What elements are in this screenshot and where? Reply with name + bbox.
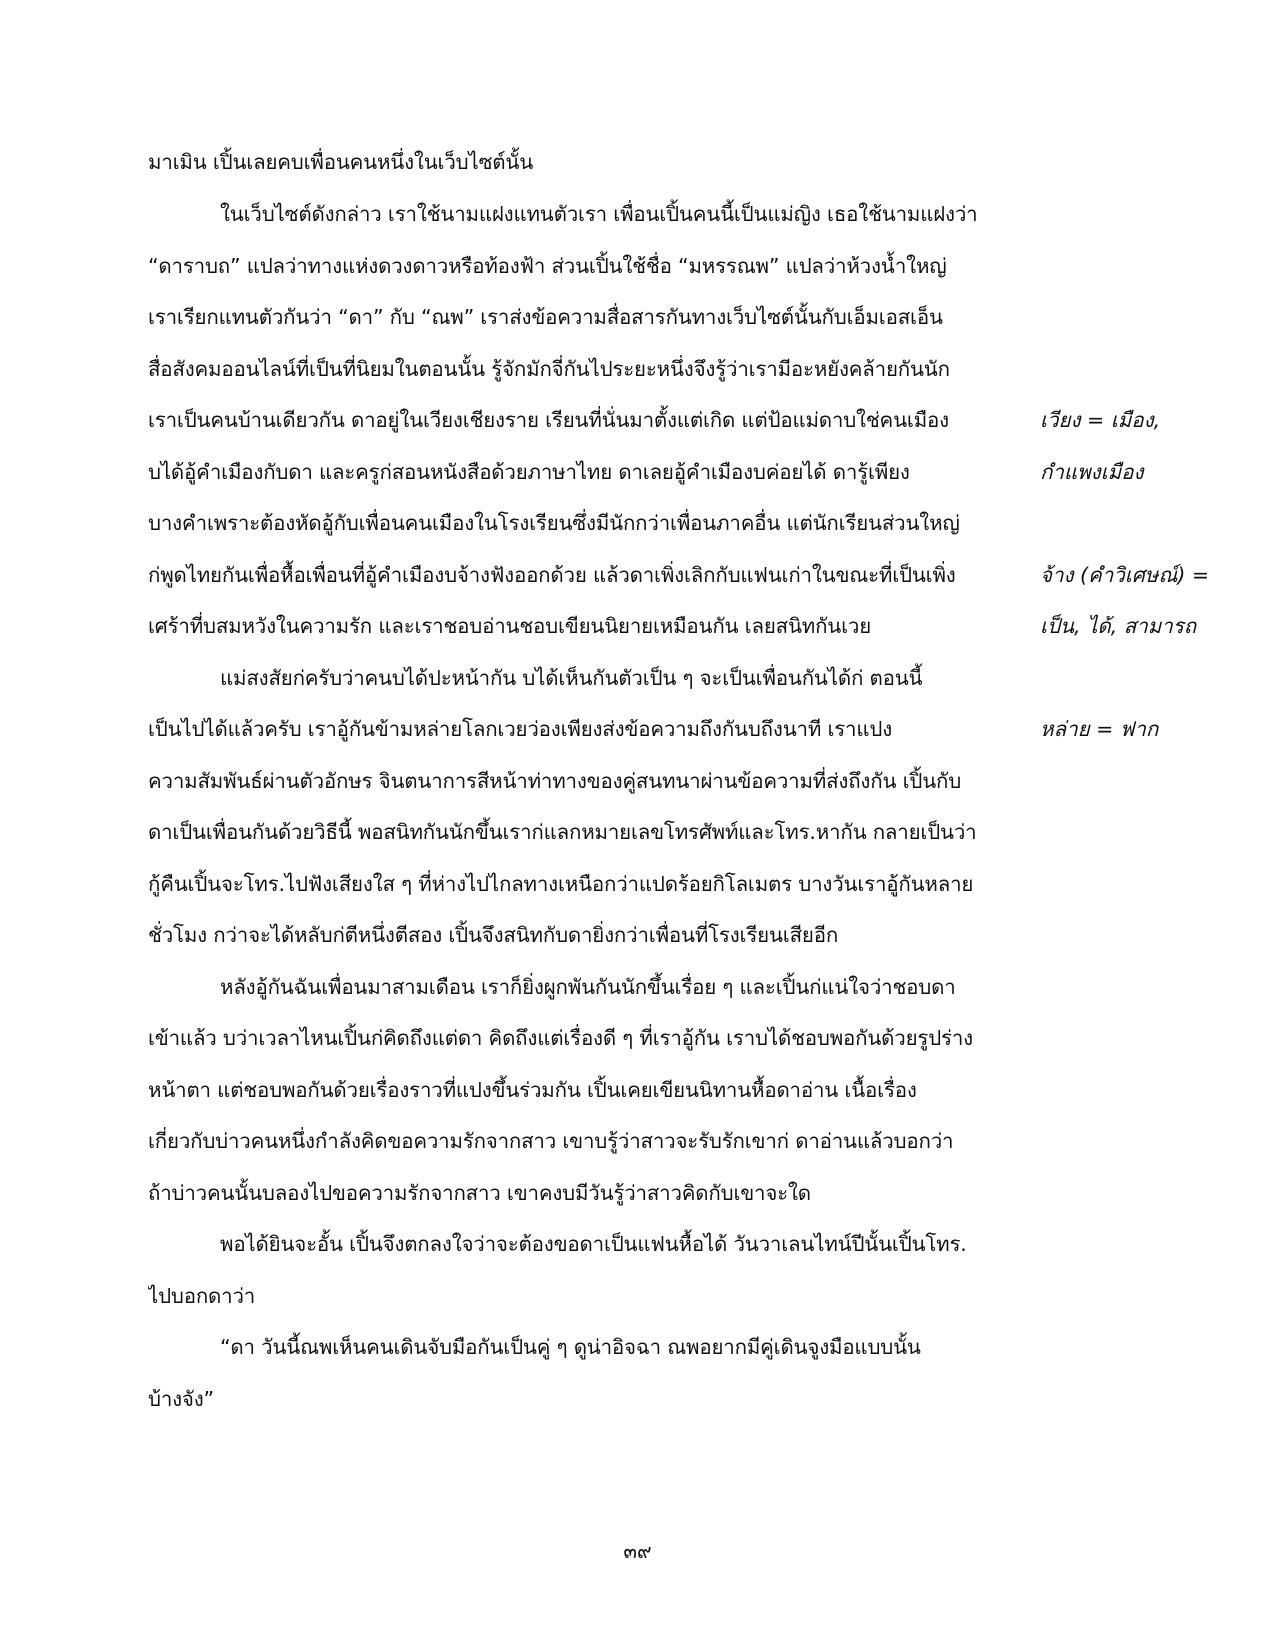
paragraph-line: บได้อู้คำเมืองกับดา และครูก่สอนหนังสือด้วยภาษาไทย ดาเลยอู้คำเมืองบค่อยได้ ดารู้เพียง	[148, 460, 910, 484]
paragraph-line: ก่พูดไทยกันเพื่อหื้อเพื่อนที่อู้คำเมืองบจ้างฟังออกด้วย แล้วดาเพิ่งเลิกกับแฟนเก่าในขณะที่เป็นเพิ่ง	[148, 563, 956, 587]
paragraph-line: ถ้าบ่าวคนนั้นบลองไปขอความรักจากสาว เขาคงบมีวันรู้ว่าสาวคิดกับเขาจะใด	[148, 1181, 811, 1205]
paragraph-line: ชั่วโมง กว่าจะได้หลับก่ตีหนึ่งตีสอง เปิ้นจึงสนิทกับดายิ่งกว่าเพื่อนที่โรงเรียนเสียอีก	[148, 923, 839, 947]
paragraph-line: กู้คืนเปิ้นจะโทร.ไปฟังเสียงใส ๆ ที่ห่างไปไกลทางเหนือกว่าแปดร้อยกิโลเมตร บางวันเราอู้กันหลาย	[148, 872, 974, 896]
paragraph-line: เกี่ยวกับบ่าวคนหนึ่งกำลังคิดขอความรักจากสาว เขาบรู้ว่าสาวจะรับรักเขาก่ ดาอ่านแล้วบอกว่า	[148, 1129, 954, 1153]
paragraph-line: “ดา วันนี้ณพเห็นคนเดินจับมือกันเป็นคู่ ๆ ดูน่าอิจฉา ณพอยากมีคู่เดินจูงมือแบบนั้น	[220, 1335, 921, 1359]
page-number: ๓๙	[623, 1539, 652, 1563]
paragraph-line: “ดาราบถ” แปลว่าทางแห่งดวงดาวหรือท้องฟ้า ส่วนเปิ้นใช้ชื่อ “มหรรณพ” แปลว่าห้วงน้ำใหญ่	[148, 254, 947, 278]
paragraph-line: ดาเป็นเพื่อนกันด้วยวิธีนี้ พอสนิทกันนักขึ้นเราก่แลกหมายเลขโทรศัพท์และโทร.หากัน กลายเป็นว่า	[148, 820, 977, 844]
paragraph-line: หน้าตา แต่ชอบพอกันด้วยเรื่องราวที่แปงขึ้นร่วมกัน เปิ้นเคยเขียนนิทานหื้อดาอ่าน เนื้อเรื่อง	[148, 1078, 917, 1102]
margin-note: จ้าง (คำวิเศษณ์) =	[1040, 563, 1210, 587]
paragraph-line: ในเว็บไซต์ดังกล่าว เราใช้นามแฝงแทนตัวเรา เพื่อนเปิ้นคนนี้เป็นแม่ญิง เธอใช้นามแฝงว่า	[220, 202, 978, 226]
paragraph-line: เราเรียกแทนตัวกันว่า “ดา” กับ “ณพ” เราส่งข้อความสื่อสารกันทางเว็บไซต์นั้นกับเอ็มเอสเอ็น	[148, 305, 943, 329]
paragraph-line: สื่อสังคมออนไลน์ที่เป็นที่นิยมในตอนนั้น รู้จักมักจี่กันไประยะหนึ่งจึงรู้ว่าเรามีอะหยังคล้ายกันนัก	[148, 357, 950, 381]
paragraph-line: แม่สงสัยก่ครับว่าคนบได้ปะหน้ากัน บได้เห็นกันตัวเป็น ๆ จะเป็นเพื่อนกันได้ก่ ตอนนี้	[220, 666, 923, 690]
paragraph-line: บางคำเพราะต้องหัดอู้กับเพื่อนคนเมืองในโรงเรียนซึ่งมีนักกว่าเพื่อนภาคอื่น แต่นักเรียนส่วนใหญ่	[148, 511, 960, 535]
paragraph-line: มาเมิน เปิ้นเลยคบเพื่อนคนหนึ่งในเว็บไซต์นั้น	[148, 150, 534, 174]
margin-note: เป็น, ได้, สามารถ	[1040, 614, 1197, 638]
paragraph-line: เศร้าที่บสมหวังในความรัก และเราชอบอ่านชอบเขียนนิยายเหมือนกัน เลยสนิทกันเวย	[148, 614, 872, 638]
paragraph-line: ไปบอกดาว่า	[148, 1284, 256, 1308]
paragraph-line: เป็นไปได้แล้วครับ เราอู้กันข้ามหล่ายโลกเวยว่องเพียงส่งข้อความถึงกันบถึงนาที เราแปง	[148, 717, 893, 741]
paragraph-line: ความสัมพันธ์ผ่านตัวอักษร จินตนาการสีหน้าท่าทางของคู่สนทนาผ่านข้อความที่ส่งถึงกัน เปิ้นกับ	[148, 769, 962, 793]
margin-note: เวียง = เมือง,	[1040, 408, 1161, 432]
paragraph-line: เข้าแล้ว บว่าเวลาไหนเปิ้นก่คิดถึงแต่ดา คิดถึงแต่เรื่องดี ๆ ที่เราอู้กัน เราบได้ชอบพอกันด้วยรูปร่าง	[148, 1026, 973, 1050]
paragraph-line: เราเป็นคนบ้านเดียวกัน ดาอยู่ในเวียงเชียงราย เรียนที่นั่นมาตั้งแต่เกิด แต่ป้อแม่ดาบใช่คนเมือง	[148, 408, 949, 432]
paragraph-line: พอได้ยินจะอั้น เปิ้นจึงตกลงใจว่าจะต้องขอดาเป็นแฟนหื้อได้ วันวาเลนไทน์ปีนั้นเปิ้นโทร.	[220, 1232, 967, 1256]
paragraph-line: บ้างจัง”	[148, 1387, 214, 1411]
margin-note: หล่าย = ฟาก	[1040, 717, 1159, 741]
margin-note: กำแพงเมือง	[1040, 460, 1144, 484]
paragraph-line: หลังอู้กันฉันเพื่อนมาสามเดือน เราก็ยิ่งผูกพันกันนักขึ้นเรื่อย ๆ และเปิ้นก่แน่ใจว่าชอบดา	[220, 975, 956, 999]
